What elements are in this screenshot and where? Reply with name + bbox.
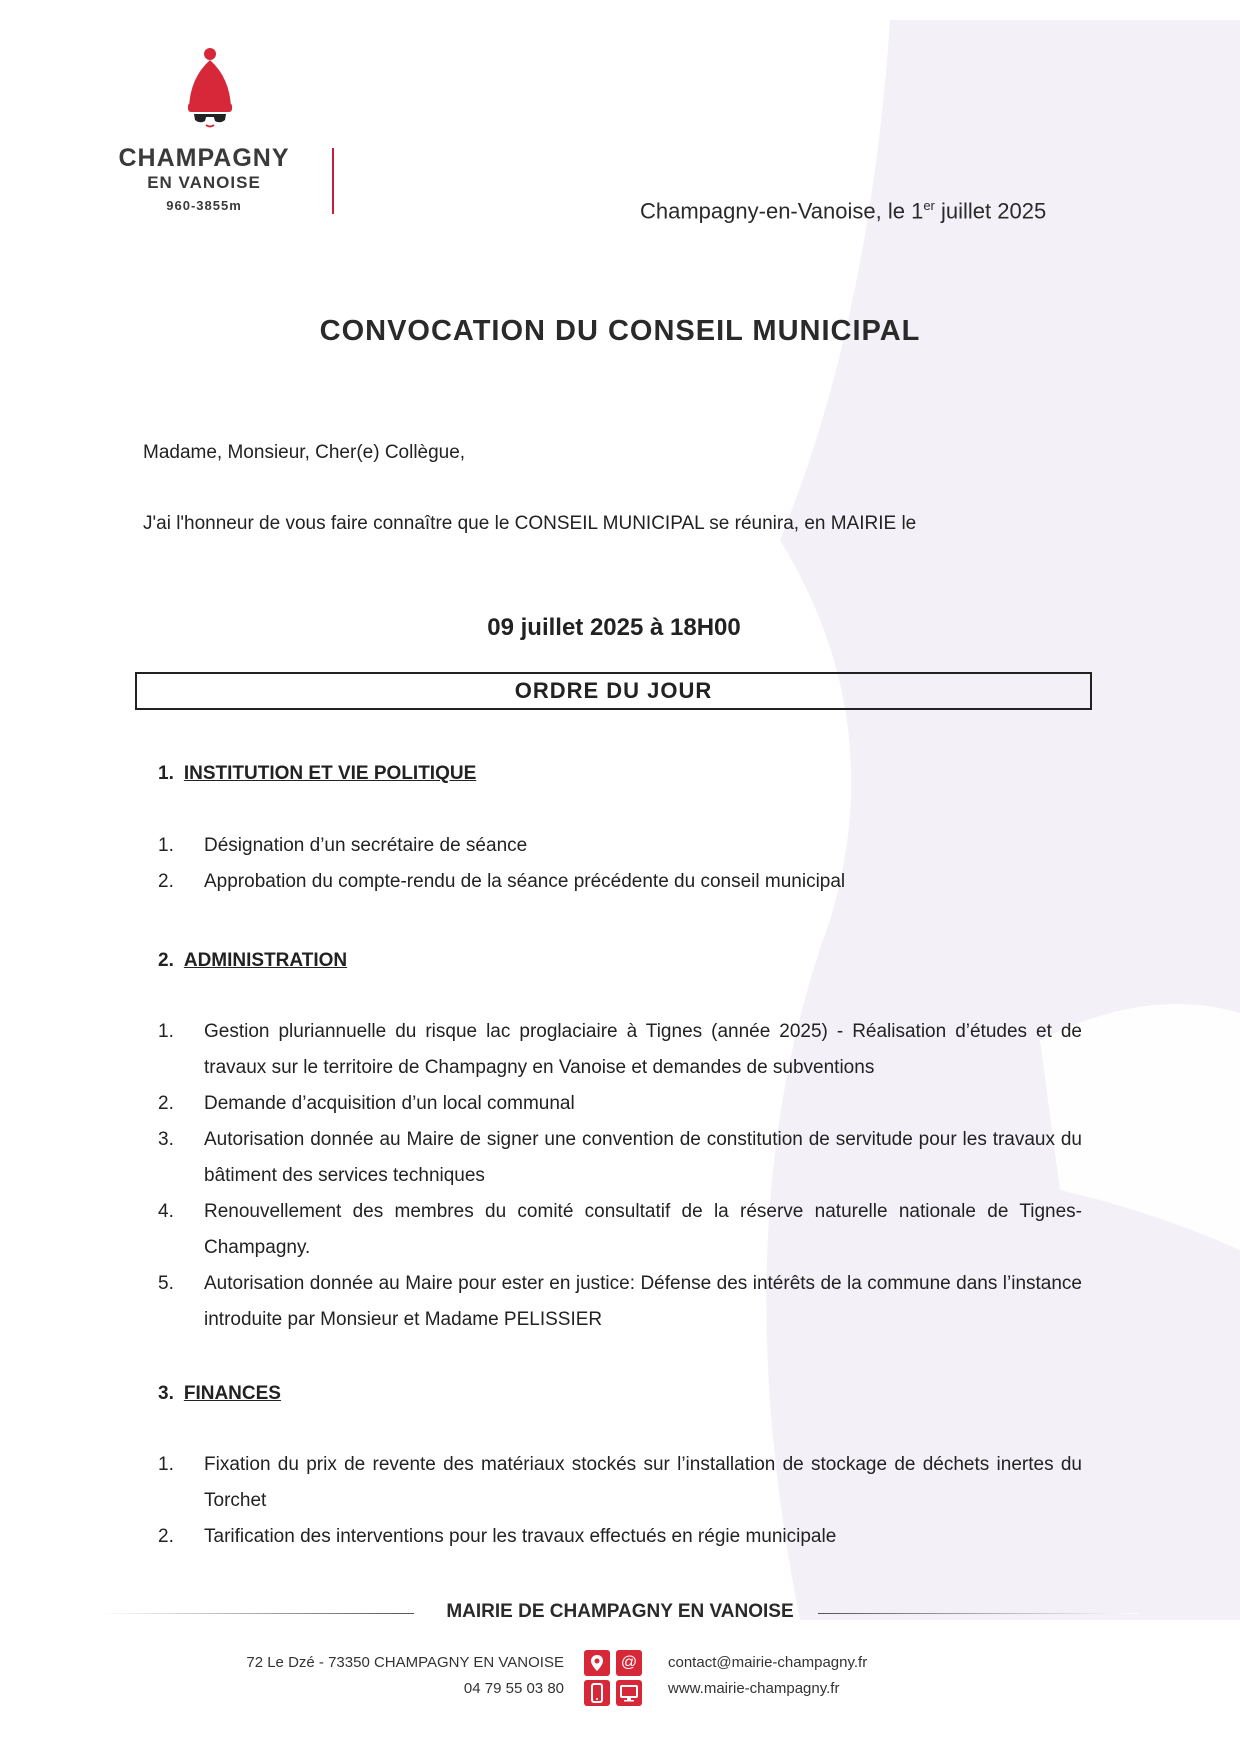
logo-name-line2: EN VANOISE bbox=[147, 173, 261, 192]
intro-paragraph: J'ai l'honneur de vous faire connaître que le CONSEIL MUNICIPAL se réunira, en MAIRIE le bbox=[143, 513, 917, 534]
footer-address: 72 Le Dzé - 73350 CHAMPAGNY EN VANOISE bbox=[246, 1654, 564, 1671]
map-pin-icon bbox=[584, 1650, 610, 1676]
agenda-item: 1. Gestion pluriannuelle du risque lac proglaciaire à Tignes (année 2025) - Réalisation d’études et de travaux sur le territoire de Champagny en Vanoise et demandes de subventions bbox=[158, 1021, 1082, 1078]
meeting-date: 09 juillet 2025 à 18H00 bbox=[487, 614, 741, 641]
logo-altitude: 960-3855m bbox=[166, 198, 242, 213]
monitor-icon bbox=[616, 1680, 642, 1706]
section-heading: 1. INSTITUTION ET VIE POLITIQUE bbox=[158, 763, 477, 784]
agenda-item: 1. Fixation du prix de revente des matériaux stockés sur l’installation de stockage de déchets inertes du Torchet bbox=[158, 1454, 1082, 1511]
agenda-item: 2. Demande d’acquisition d’un local communal bbox=[158, 1093, 575, 1114]
agenda-item: 5. Autorisation donnée au Maire pour ester en justice: Défense des intérêts de la commune dans l’instance introduite par Monsieur et Madame PELISSIER bbox=[158, 1273, 1082, 1330]
agenda-item: 2. Tarification des interventions pour les travaux effectués en régie municipale bbox=[158, 1526, 837, 1547]
agenda-item: 2. Approbation du compte-rendu de la séance précédente du conseil municipal bbox=[158, 871, 846, 892]
background-watermark-shape bbox=[740, 20, 1240, 1620]
section-heading: 2. ADMINISTRATION bbox=[158, 950, 348, 971]
footer-rule-right bbox=[818, 1613, 1138, 1614]
mobile-phone-icon bbox=[584, 1680, 610, 1706]
agenda-item: 1. Désignation d’un secrétaire de séance bbox=[158, 835, 528, 856]
document-date: Champagny-en-Vanoise, le 1er juillet 2025 bbox=[640, 198, 1047, 224]
agenda-item: 4. Renouvellement des membres du comité consultatif de la réserve naturelle nationale de Tignes-Champagny. bbox=[158, 1201, 1082, 1258]
mascot-hat-icon bbox=[180, 48, 240, 128]
agenda-item: 3. Autorisation donnée au Maire de signer une convention de constitution de servitude pour les travaux du bâtiment des services techniques bbox=[158, 1129, 1082, 1186]
footer-title: MAIRIE DE CHAMPAGNY EN VANOISE bbox=[446, 1601, 794, 1622]
agenda-header: ORDRE DU JOUR bbox=[514, 678, 713, 703]
champagny-logo bbox=[100, 48, 310, 218]
greeting: Madame, Monsieur, Cher(e) Collègue, bbox=[143, 442, 466, 463]
agenda-header-box bbox=[135, 672, 1092, 710]
footer-website[interactable]: www.mairie-champagny.fr bbox=[668, 1680, 840, 1697]
logo-name-line1: CHAMPAGNY bbox=[118, 144, 290, 172]
footer-phone: 04 79 55 03 80 bbox=[463, 1680, 564, 1697]
section-heading: 3. FINANCES bbox=[158, 1383, 281, 1404]
footer-email[interactable]: contact@mairie-champagny.fr bbox=[668, 1654, 868, 1671]
at-sign-icon: @ bbox=[616, 1650, 642, 1676]
logo-divider bbox=[332, 148, 334, 214]
document-title: CONVOCATION DU CONSEIL MUNICIPAL bbox=[319, 315, 921, 347]
